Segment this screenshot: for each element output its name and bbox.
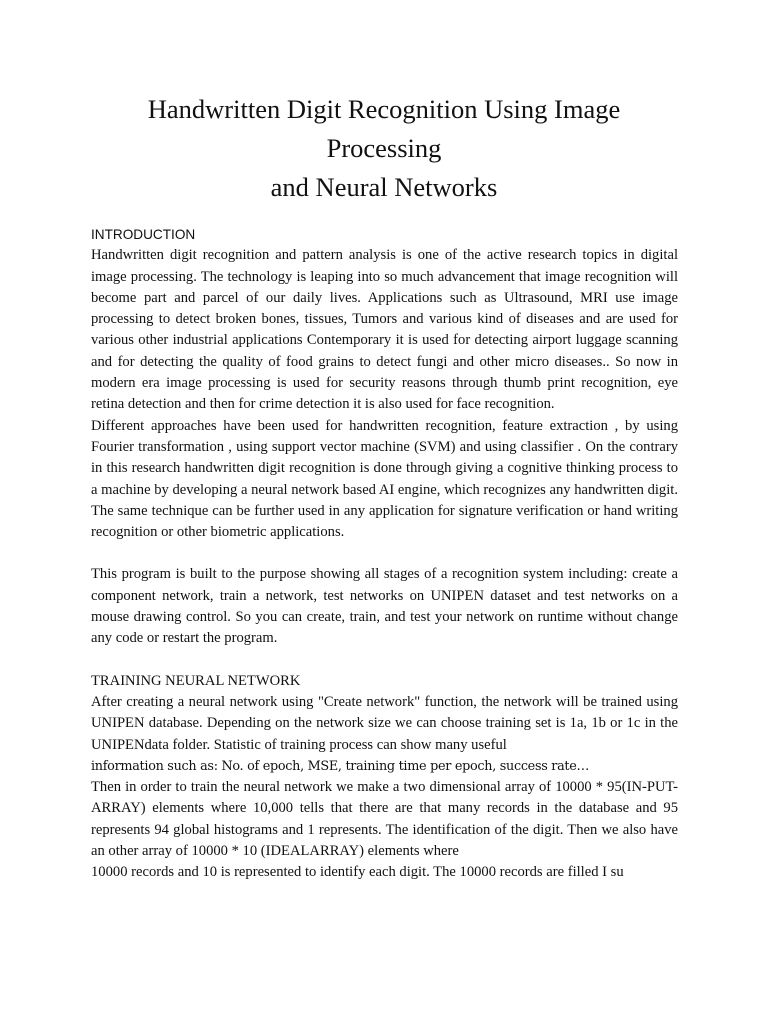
title-line-3: and Neural Networks — [270, 172, 498, 202]
training-paragraph-1-tail: information such as: No. of epoch, MSE, training time per epoch, success rate… — [91, 758, 590, 774]
introduction-paragraph-1: Handwritten digit recognition and pattern analysis is one of the active research topics in digital image processing. The technology is leaping into so much advancement that image recognition will become part and parcel of our daily lives. Applications such as Ultrasound, MRI use image processing to detect broken bones, tissues, Tumors and various kind of diseases and are used for various other industrial applications Contemporary it is used for detecting airport luggage scanning and for detecting the quality of food grains to detect fungi and other micro diseases.. So now in modern era image processing is used for security reasons through thumb print recognition, eye retina detection and then for crime detection it is also used for face recognition. — [91, 247, 678, 413]
training-paragraph-1: After creating a neural network using "Create network" function, the network will be trained using UNIPEN database. Depending on the network size we can choose training set is 1a, 1b or 1c in the UNIPENdata folder. Statistic of training process can show many useful — [91, 693, 678, 753]
training-paragraph-2-tail: 10000 records and 10 is represented to identify each digit. The 10000 records are filled I su — [91, 864, 624, 881]
introduction-heading: INTRODUCTION — [91, 227, 196, 242]
title-line-2: Processing — [326, 133, 442, 163]
paragraph-gap — [91, 650, 678, 671]
document-body — [91, 224, 678, 884]
program-paragraph: This program is built to the purpose showing all stages of a recognition system including: create a component network, train a network, test networks on UNIPEN dataset and test networks on a mouse drawing control. So you can create, train, and test your network on runtime without change any code or restart the program. — [91, 566, 678, 647]
training-paragraph-2: Then in order to train the neural network we make a two dimensional array of 10000 * 95(IN-PUT-ARRAY) elements where 10,000 tells that there are that many records in the database and 95 represents 94 global histograms and 1 represents. The identification of the digit. Then we also have an other array of 10000 * 10 (IDEALARRAY) elements where — [91, 779, 678, 860]
document-title — [60, 90, 708, 207]
training-heading: TRAINING NEURAL NETWORK — [91, 672, 301, 689]
title-line-1: Handwritten Digit Recognition Using Image — [147, 94, 621, 124]
introduction-paragraph-2: Different approaches have been used for handwritten recognition, feature extraction , by using Fourier transformation , using support vector machine (SVM) and using classifier . On the contrary in this research handwritten digit recognition is done through giving a cognitive thinking process to a machine by developing a neural network based AI engine, which recognizes any handwritten digit. The same technique can be further used in any application for signature verification or hand writing recognition or other biometric applications. — [91, 417, 678, 541]
paragraph-gap — [91, 543, 678, 564]
